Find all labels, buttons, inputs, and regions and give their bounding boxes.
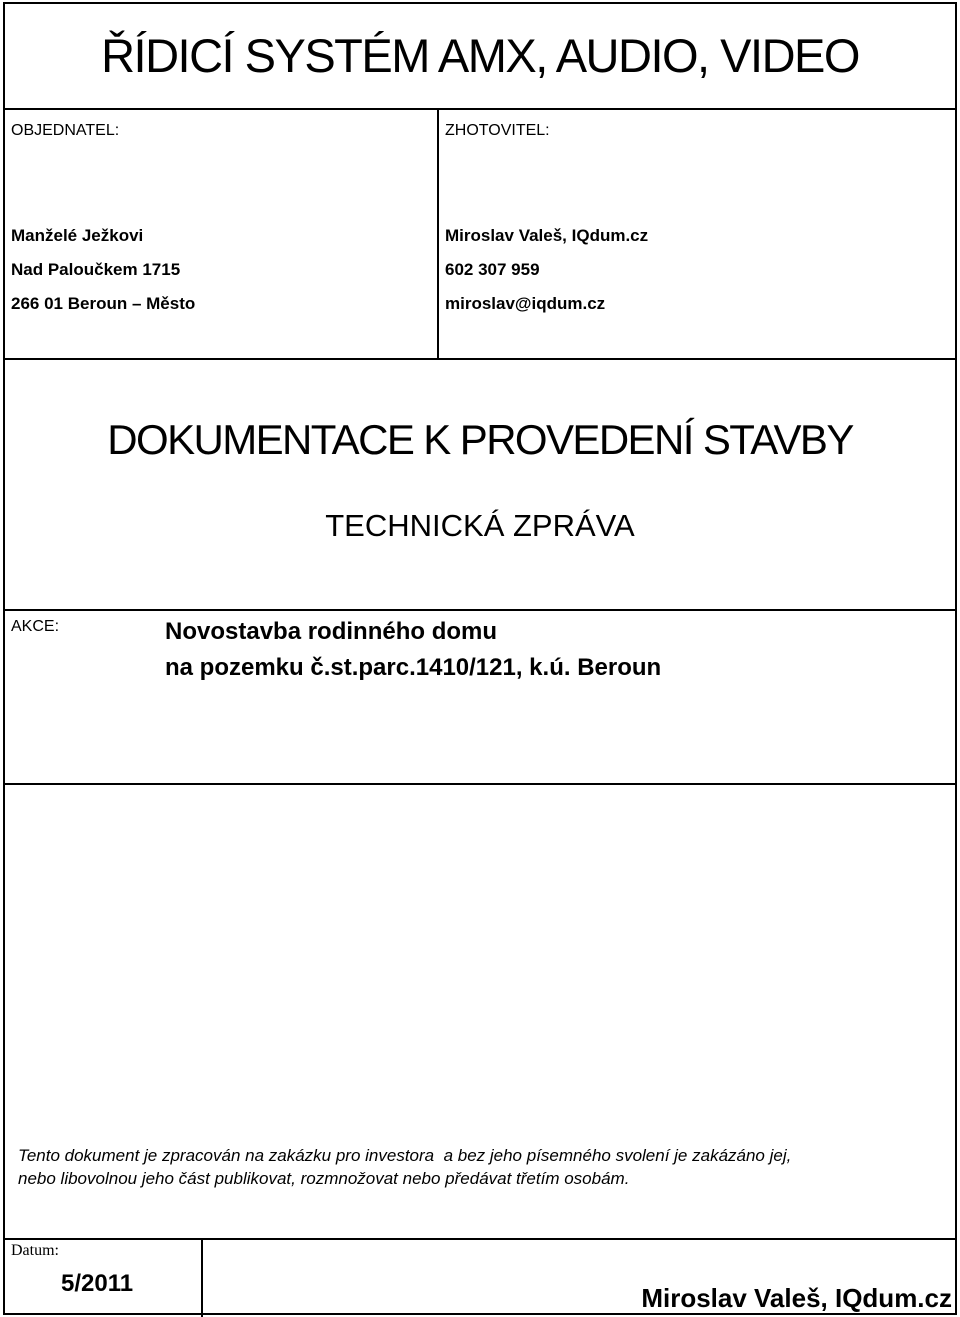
contractor-address bbox=[445, 219, 648, 321]
divider-notice bbox=[5, 1238, 955, 1240]
contractor-email: miroslav@iqdum.cz bbox=[445, 294, 606, 313]
client-street: Nad Paloučkem 1715 bbox=[11, 260, 181, 279]
divider-document bbox=[5, 609, 955, 611]
action-line-1: Novostavba rodinného domu bbox=[165, 618, 498, 645]
contractor-label: ZHOTOVITEL: bbox=[445, 122, 550, 139]
copyright-notice bbox=[18, 1144, 791, 1190]
divider-parties-vertical bbox=[437, 108, 439, 358]
action-label: AKCE: bbox=[11, 618, 60, 635]
client-label: OBJEDNATEL: bbox=[11, 122, 120, 139]
date-value: 5/2011 bbox=[61, 1270, 134, 1297]
client-name: Manželé Ježkovi bbox=[11, 226, 144, 245]
client-address bbox=[11, 219, 195, 321]
notice-line-2: nebo libovolnou jeho část publikovat, rozmnožovat nebo předávat třetím osobám. bbox=[18, 1169, 630, 1188]
divider-header bbox=[5, 108, 955, 110]
document-title: DOKUMENTACE K PROVEDENÍ STAVBY bbox=[107, 416, 853, 463]
divider-footer-vertical bbox=[201, 1238, 203, 1317]
divider-action bbox=[5, 783, 955, 785]
page-title: ŘÍDICÍ SYSTÉM AMX, AUDIO, VIDEO bbox=[101, 29, 859, 82]
document-subtitle: TECHNICKÁ ZPRÁVA bbox=[325, 508, 635, 543]
action-line-2: na pozemku č.st.parc.1410/121, k.ú. Beroun bbox=[165, 654, 662, 681]
client-city: 266 01 Beroun – Město bbox=[11, 294, 196, 313]
contractor-name: Miroslav Valeš, IQdum.cz bbox=[445, 226, 649, 245]
action-description bbox=[165, 614, 661, 686]
contractor-phone: 602 307 959 bbox=[445, 260, 540, 279]
notice-line-1: Tento dokument je zpracován na zakázku pro investora a bez jeho písemného svolení je zakázáno jej, bbox=[18, 1146, 792, 1165]
date-label: Datum: bbox=[11, 1242, 59, 1259]
author-name: Miroslav Valeš, IQdum.cz bbox=[641, 1283, 952, 1313]
divider-parties bbox=[5, 358, 955, 360]
